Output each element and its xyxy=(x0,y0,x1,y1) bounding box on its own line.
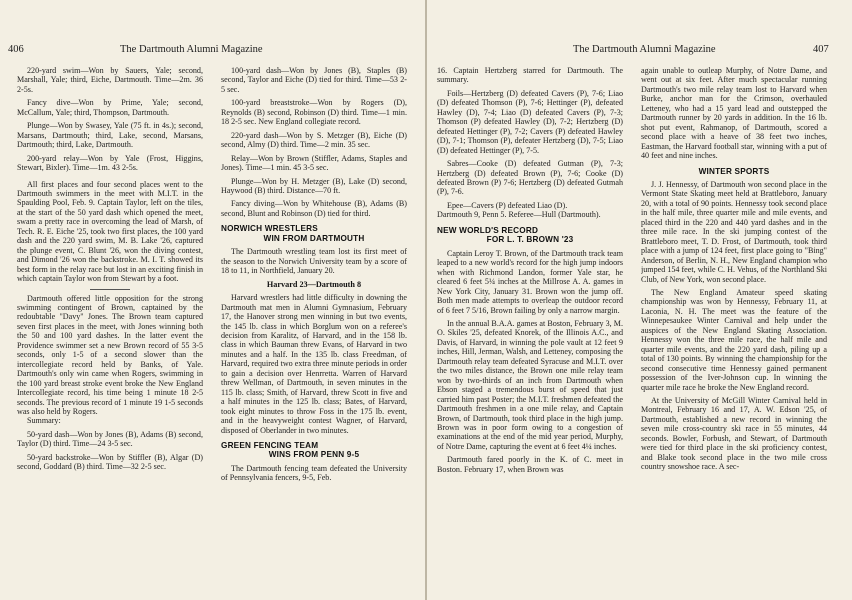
section-heading-line: WINS FROM PENN 9-5 xyxy=(268,450,360,460)
paragraph: 50-yard backstroke—Won by Stiffler (B), Algar (D) second, Goddard (B) third. Time—32 2-5 sec. xyxy=(17,452,203,472)
column-1 xyxy=(17,66,203,598)
paragraph: again unable to outleap Murphy, of Notre Dame, and went out at six feet. After much spectacular running Dartmouth's two mile relay team lost to Harvard when Burke, anchor man for the Crimson, overhauled Letteney, who had a 15 yard lead and outstepped the Dartmouth runner by 20 yards in addition. In the 16 lb. shot put event, Rahmanop, of Dartmouth, scored a second place with a heave of 38 feet two inches, Eastman, the Harvard football star, winning with a put of 40 feet and nine inches. xyxy=(641,66,827,161)
subheading: Harvard 23—Dartmouth 8 xyxy=(266,279,362,289)
left-page xyxy=(0,0,425,600)
column-4 xyxy=(641,66,827,598)
paragraph: In the annual B.A.A. games at Boston, February 3, M. O. Skiles '25, defeated Knorek, of the Illinois A.C., and Davis, of Harvard, in winning the pole vault at 12 feet 9 inches, Hill, Jerman, Walsh, and Letteney, composing the Dartmouth relay team defeated Syracuse and M.I.T. over the two miles distance, the Brown one mile relay team won by two-thirds of an inch from Dartmouth when Ebson staged a tremendous burst of speed that just carried him past Poster; the M.I.T. freshmen defeated the Dartmouth freshmen in a one mile relay, and Captain Brown, of Dartmouth, took third place in the high jump. Brown was in poor form owing to a congestion of examinations at the end of the mid year period, Murphy, of Notre Dame, capturing the event at 6 feet 4¼ inches. xyxy=(437,318,623,451)
paragraph: 220-yard dash—Won by S. Metzger (B), Eiche (D) second, Almy (D) third. Time—2 min. 35 sec. xyxy=(221,130,407,150)
section-heading-line: NORWICH WRESTLERS xyxy=(221,224,318,234)
paragraph: 50-yard dash—Won by Jones (B), Adams (B) second, Taylor (D) third. Time—24 3-5 sec. xyxy=(17,429,203,449)
paragraph: Relay—Won by Brown (Stiffler, Adams, Staples and Jones). Time—1 min. 45 3-5 sec. xyxy=(221,153,407,173)
paragraph: Foils—Hertzberg (D) defeated Cavers (P), 7-6; Liao (D) defeated Thomson (P), 7-6; Hettinger (P), defeated Hawley (D), 7-4; Liao (D) defeated Cavers (P), 7-3; Thomson (P) defeated Hawley (D), 7-2; Hertzberg (D) defeated Hettinger (P), 7-2; Cavers (P) defeated Hawley (D), 7-1; Thomson (P), defeater Hertzberg (D), 7-5; Liao (D) defeated Hettinger (P), 7-5. xyxy=(437,88,623,155)
paragraph: Fancy dive—Won by Prime, Yale; second, McCallum, Yale; third, Thompson, Dartmouth. xyxy=(17,98,203,117)
paragraph: Sabres—Cooke (D) defeated Gutman (P), 7-3; Hertzberg (D) defeated Brown (P), 7-6; Cooke (D) defeated Brown (P) 7-6; Hertzberg (D) defeated Gutmah (P), 7-6. xyxy=(437,159,623,197)
section-heading-line: WIN FROM DARTMOUTH xyxy=(263,233,365,243)
column-3 xyxy=(437,66,623,598)
section-heading xyxy=(221,441,407,460)
paragraph: J. J. Hennessy, of Dartmouth won second place in the Vermont State Skating meet held at Brattleboro, January 20, with a total of 90 points. Hennessy took second place in the half mile, three quarter mile and mile events, and placed third in the 220 and 440 yard dashes and in the three mile race. In the ski jumping contest of the Brattleboro meet, T. D. Frost, of Dartmouth, took third place with a jump of 124 feet, first place going to "Bing" Anderson, of Berlin, N. H., New England champion who jumped 154 feet, while C. H. Vehus, of the Northland Ski Club, of New York, won second place. xyxy=(641,180,827,284)
paragraph: 100-yard dash—Won by Jones (B), Staples (B) second, Taylor and Eiche (D) tied for third. Time—53 2-5 sec. xyxy=(221,66,407,94)
paragraph: 100-yard breaststroke—Won by Rogers (D), Reynolds (B) second, Robinson (D) third. Time—1 min. 18 2-5 sec. New England collegiate record. xyxy=(221,98,407,127)
column-2 xyxy=(221,66,407,598)
section-heading-line: WINTER SPORTS xyxy=(698,166,770,176)
paragraph: The New England Amateur speed skating championship was won by Hennessy, February 11, at Laconia, N. H. The meet was the feature of the Winnepesaukee Winter Carnival and help under the auspices of the New England Skating Association. Hennessy won the three mile race, the half mile and quarter mile events, and the 220 yard dash, piling up a total of 130 points. By winning the championship for the second consecutive time Hennessy gained permanent possession of the Iver-Johnson cup. In winning the quarter mile race he broke the New England record. xyxy=(641,288,827,392)
paragraph: All first places and four second places went to the Dartmouth swimmers in the meet with M.I.T. in the Spaulding Pool, Feb. 9. Captain Taylor, left on the tiles, at the start of the 50 yard dash which opened the meet, swam a pretty race in overcoming the lead of Marsh, of Tech. R. E. Eiche '25, took two first places, the 100 yard dash and the 220 yard swim, M. B. Lake '26, captured the plunge event, C. Blunt '26, won the diving contest, and Dimond '26 won the backstroke. M. I. T. showed its best form in the relay race but lost in an exciting finish in which captain Taylor won from Stewart by a foot. xyxy=(17,179,203,284)
page-number-left: 406 xyxy=(8,44,24,55)
paragraph: Plunge—Won by H. Metzger (B), Lake (D) second, Haywood (B) third. Distance—70 ft. xyxy=(221,176,407,195)
paragraph: 220-yard swim—Won by Sauers, Yale; second, Marshall, Yale; third, Eiche, Dartmouth. Time—2m. 36 2-5s. xyxy=(17,66,203,94)
page-number-right: 407 xyxy=(813,44,829,55)
paragraph: Summary: xyxy=(27,416,61,426)
running-title-right: The Dartmouth Alumni Magazine xyxy=(573,44,716,55)
paragraph: Fancy diving—Won by Whitehouse (B), Adams (B) second, Blunt and Robinson (D) tied for third. xyxy=(221,199,407,218)
section-heading xyxy=(437,226,623,245)
section-heading-line: FOR L. T. BROWN '23 xyxy=(486,235,574,245)
paragraph: Dartmouth 9, Penn 5. Referee—Hull (Dartmouth). xyxy=(437,210,601,220)
paragraph: 16. Captain Hertzberg starred for Dartmouth. The summary. xyxy=(437,66,623,85)
section-heading-line: GREEN FENCING TEAM xyxy=(221,440,319,450)
paragraph: Captain Leroy T. Brown, of the Dartmouth track team leaped to a new world's record for the high jump indoors when with Richmond Landon, former Yale star, he cleared 6 feet 5¼ inches at the Millrose A. A. games in New York City, January 31. Brown won the jump off. Both men made attempts to overleap the outdoor record of 6 feet 7 5/16, Brown failing by only a narrow margin. xyxy=(437,248,623,315)
paragraph: Plunge—Won by Swasey, Yale (75 ft. in 4s.); second, Marsans, Dartmouth; third, Lake, second, Marsans, Dartmouth; third, Lake, Dartmouth. xyxy=(17,121,203,150)
paragraph: The Dartmouth fencing team defeated the University of Pennsylvania fencers, 9-5, Feb. xyxy=(221,463,407,483)
paragraph: Dartmouth offered little opposition for the strong swimming contingent of Brown, captained by the redoubtable "Davy" Jones. The Brown team captured seven first places in the meet, with Jones winning both the 50 and 100 yard dashes. In the latter event the Providence swimmer set a new Brown record of 55 3-5 seconds, only 1-5 of a second slower than the intercollegiate record held by Banks, of Yale. Dartmouth's only win came when Rogers, swimming in the 100 yard breast stroke event broke the New England Intercollegiate record, his time being 1 minute 18 2-5 seconds. The previous record of 1 minute 19 1-5 seconds was also held by Rogers. xyxy=(17,293,203,416)
section-divider xyxy=(90,289,130,290)
running-title-left: The Dartmouth Alumni Magazine xyxy=(120,44,263,55)
paragraph: The Dartmouth wrestling team lost its first meet of the season to the Norwich University team by a score of 18 to 11, in Northfield, January 20. xyxy=(221,247,407,276)
paragraph: Dartmouth fared poorly in the K. of C. meet in Boston. February 17, when Brown was xyxy=(437,455,623,474)
section-heading xyxy=(221,224,407,243)
right-page xyxy=(427,0,852,600)
section-heading-line: NEW WORLD'S RECORD xyxy=(437,225,539,235)
paragraph: At the University of McGill Winter Carnival held in Montreal, February 16 and 17, A. W. Edson '25, of Dartmouth, established a new record in winning the seven mile cross-country ski race in 55 minutes, 44 seconds. Bowler, Forbush, and Stewart, of Dartmouth were tied for third place in the ski proficiency contest, and Blake took second place in the two mile cross country snowshoe race. A sec- xyxy=(641,396,827,472)
paragraph: 200-yard relay—Won by Yale (Frost, Higgins, Stewart, Bixler). Time—1m. 43 2-5s. xyxy=(17,153,203,173)
paragraph: Harvard wrestlers had little difficulty in downing the Dartmouth mat men in Alumni Gymnasium, February 17, the Hanover strong men winning in but two events, the 145 lb. class in which Borglum won on a referee's decision from Karalitz, of Harvard, and in the 158 lb. class in which Bauman threw Evans, of Harvard in two minutes and a half. In the 135 lb. class Freedman, of Harvard, required two extra three minute periods in order to gain a decision over Henrretta. Warren of Harvard threw Wellman, of Dartmouth, in seven minutes in the 115 lb. class; Smith, of Harvard, threw Scott in five and a half minutes in the 125 lb. class; Bates, of Harvard, took eight minutes to throw Foss in the 175 lb. event, and in the heavyweight contest Wagner, of Harvard, disposed of Oberlander in two minutes. xyxy=(221,293,407,435)
section-heading xyxy=(641,167,827,177)
paragraph: Epee—Cavers (P) defeated Liao (D). xyxy=(447,200,568,210)
